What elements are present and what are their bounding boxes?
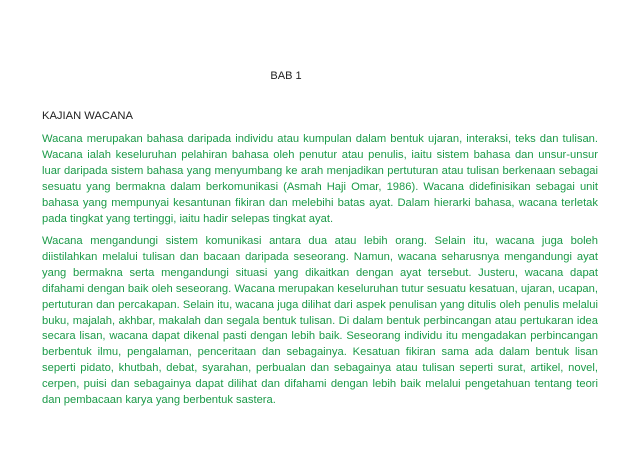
paragraph-1: Wacana merupakan bahasa daripada individu atau kumpulan dalam bentuk ujaran, interaksi, teks dan tulisan. Wacana ialah keseluruhan pelahiran bahasa oleh penutur atau penulis, iaitu sistem bahasa dan unsur-unsur luar daripada sistem bahasa yang menyumbang ke arah menjadikan pertuturan atau tulisan berkenaan sebagai sesuatu yang bermakna dalam berkomunikasi (Asmah Haji Omar, 1986). Wacana didefinisikan sebagai unit bahasa yang mempunyai kesantunan fikiran dan melebihi batas ayat. Dalam hierarki bahasa, wacana terletak pada tingkat yang tertinggi, iaitu hadir selepas tingkat ayat.: [42, 133, 598, 225]
chapter-heading: BAB 1: [270, 70, 302, 82]
section-title: KAJIAN WACANA: [42, 110, 133, 122]
paragraph-2: Wacana mengandungi sistem komunikasi antara dua atau lebih orang. Selain itu, wacana juga boleh diistilahkan melalui tulisan dan bacaan daripada seseorang. Namun, wacana seharusnya mengandungi ayat yang bermakna serta mengandungi situasi yang dikaitkan dengan ayat tersebut. Justeru, wacana dapat difahami dengan baik oleh seseorang. Wacana merupakan keseluruhan tutur sesuatu kesatuan, ujaran, ucapan, pertuturan dan percakapan. Selain itu, wacana juga dilihat dari aspek penulisan yang ditulis oleh penulis melalui buku, majalah, akhbar, makalah dan segala bentuk tulisan. Di dalam bentuk perbincangan atau pertukaran idea secara lisan, wacana dapat dikenal pasti dengan lebih baik. Seseorang individu itu mengadakan perbincangan berbentuk ilmu, pengalaman, penceritaan dan sebagainya. Kesatuan fikiran sama ada dalam bentuk lisan seperti pidato, khutbah, debat, syarahan, perbualan dan sebagainya atau tulisan seperti surat, artikel, novel, cerpen, puisi dan sebagainya dapat dilihat dan difahami dengan lebih baik melalui pengetahuan tentang teori dan pembacaan karya yang berbentuk sastera.: [42, 235, 598, 407]
